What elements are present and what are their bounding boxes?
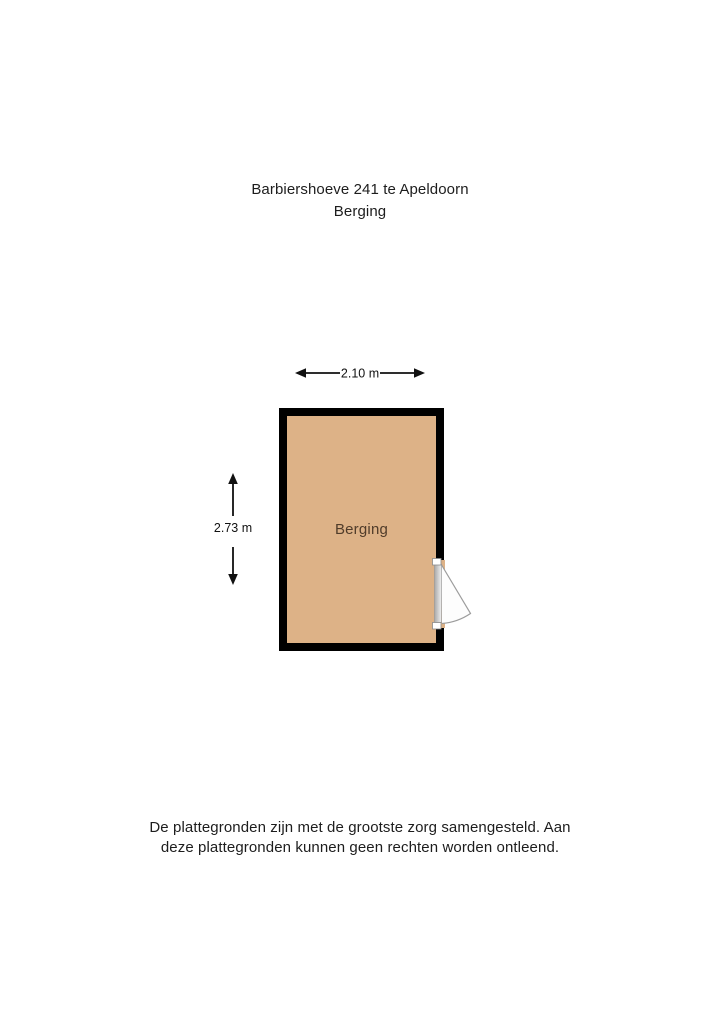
disclaimer-line-1: De plattegronden zijn met de grootste zorg samengesteld. Aan [149, 819, 571, 836]
width-dimension-label: 2.10 m [340, 366, 380, 381]
disclaimer-line-2: deze plattegronden kunnen geen rechten worden ontleend. [160, 838, 560, 856]
disclaimer [0, 818, 720, 857]
door-swing-arc [441, 564, 471, 624]
door [425, 550, 489, 642]
room-label: Berging [334, 521, 389, 538]
arrow-right-icon [414, 368, 425, 378]
arrow-up-icon [228, 473, 238, 484]
title-block [0, 179, 720, 222]
height-dimension-label: 2.73 m [213, 521, 253, 535]
door-leaf [435, 565, 442, 623]
door-jamb-top [433, 559, 442, 566]
room-berging [279, 408, 444, 651]
page-subtitle: Berging [333, 202, 387, 220]
page-title: Barbiershoeve 241 te Apeldoorn [251, 181, 469, 198]
arrow-down-icon [228, 574, 238, 585]
height-dimension [206, 470, 260, 588]
door-jamb-bottom [433, 623, 442, 630]
arrow-left-icon [295, 368, 306, 378]
width-dimension [294, 364, 426, 382]
